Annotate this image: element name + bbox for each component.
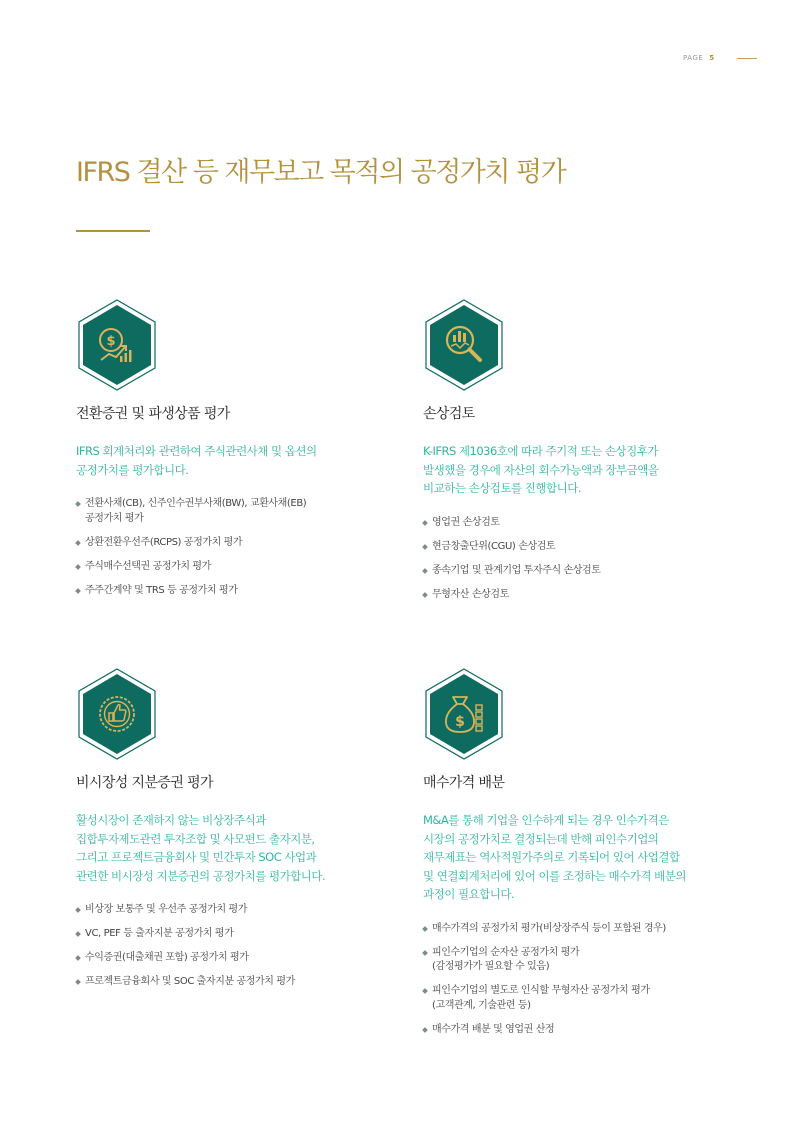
list-item: 주식매수선택권 공정가치 평가 — [76, 560, 376, 575]
page-number — [683, 54, 715, 62]
section-description: M&A를 통해 기업을 인수하게 되는 경우 인수가격은 시장의 공정가치로 결정되는데 반해 피인수기업의 재무제표는 역사적원가주의로 기록되어 있어 사업결합 및 연결회계처리에 있어 이를 조정하는 매수가격 배분의 과정이 필요합니다. — [423, 813, 686, 901]
bullet-list — [76, 497, 376, 598]
list-item: 종속기업 및 관계기업 투자주식 손상검토 — [423, 564, 723, 579]
money-bag-icon — [423, 667, 505, 761]
svg-text:$: $ — [455, 714, 465, 730]
svg-text:$: $ — [106, 334, 116, 349]
page-label: PAGE — [683, 54, 704, 62]
list-item: 매수가격의 공정가치 평가(비상장주식 등이 포함된 경우) — [423, 922, 723, 937]
section-title: 손상검토 — [423, 406, 475, 422]
dollar-chart-icon — [76, 298, 158, 392]
bullet-list — [423, 922, 723, 1038]
list-item: 주주간계약 및 TRS 등 공정가치 평가 — [76, 584, 376, 599]
bullet-list — [76, 903, 376, 990]
section-convertible-derivatives — [76, 298, 376, 608]
title-underline — [76, 230, 150, 232]
list-item: 피인수기업의 별도로 인식할 무형자산 공정가치 평가 (고객관계, 기술관련 등) — [423, 984, 723, 1013]
list-item: 비상장 보통주 및 우선주 공정가치 평가 — [76, 903, 376, 918]
bullet-list — [423, 516, 723, 603]
list-item: 전환사채(CB), 신주인수권부사채(BW), 교환사채(EB) 공정가치 평가 — [76, 497, 376, 526]
list-item: 매수가격 배분 및 영업권 산정 — [423, 1023, 723, 1038]
list-item: 현금창출단위(CGU) 손상검토 — [423, 540, 723, 555]
list-item: 피인수기업의 순자산 공정가치 평가 (감정평가가 필요할 수 있음) — [423, 946, 723, 975]
section-title: 전환증권 및 파생상품 평가 — [76, 406, 230, 422]
list-item: 무형자산 손상검토 — [423, 588, 723, 603]
section-impairment-review — [423, 298, 723, 612]
page-title: IFRS 결산 등 재무보고 목적의 공정가치 평가 — [76, 157, 566, 188]
section-title: 매수가격 배분 — [423, 775, 505, 791]
list-item: VC, PEF 등 출자지분 공정가치 평가 — [76, 927, 376, 942]
page-number-value: 5 — [709, 54, 715, 62]
thumbs-up-badge-icon — [76, 667, 158, 761]
section-description: K-IFRS 제1036호에 따라 주기적 또는 손상징후가 발생했을 경우에 자산의 회수가능액과 장부금액을 비교하는 손상검토를 진행합니다. — [423, 444, 659, 495]
section-description: IFRS 회계처리와 관련하여 주식관련사채 및 옵션의 공정가치를 평가합니다. — [76, 444, 317, 477]
list-item: 상환전환우선주(RCPS) 공정가치 평가 — [76, 536, 376, 551]
list-item: 프로젝트금융회사 및 SOC 출자지분 공정가치 평가 — [76, 975, 376, 990]
section-title: 비시장성 지분증권 평가 — [76, 775, 213, 791]
section-purchase-price-allocation — [423, 667, 723, 1047]
list-item: 수익증권(대출채권 포함) 공정가치 평가 — [76, 951, 376, 966]
magnifier-chart-icon — [423, 298, 505, 392]
list-item: 영업권 손상검토 — [423, 516, 723, 531]
page-number-rule — [737, 58, 757, 59]
section-description: 활성시장이 존재하지 않는 비상장주식과 집합투자제도관련 투자조합 및 사모펀드 출자지분, 그리고 프로젝트금융회사 및 민간투자 SOC 사업과 관련한 비시장성 지분증권의 공정가치를 평가합니다. — [76, 813, 326, 883]
section-unlisted-equity — [76, 667, 376, 999]
